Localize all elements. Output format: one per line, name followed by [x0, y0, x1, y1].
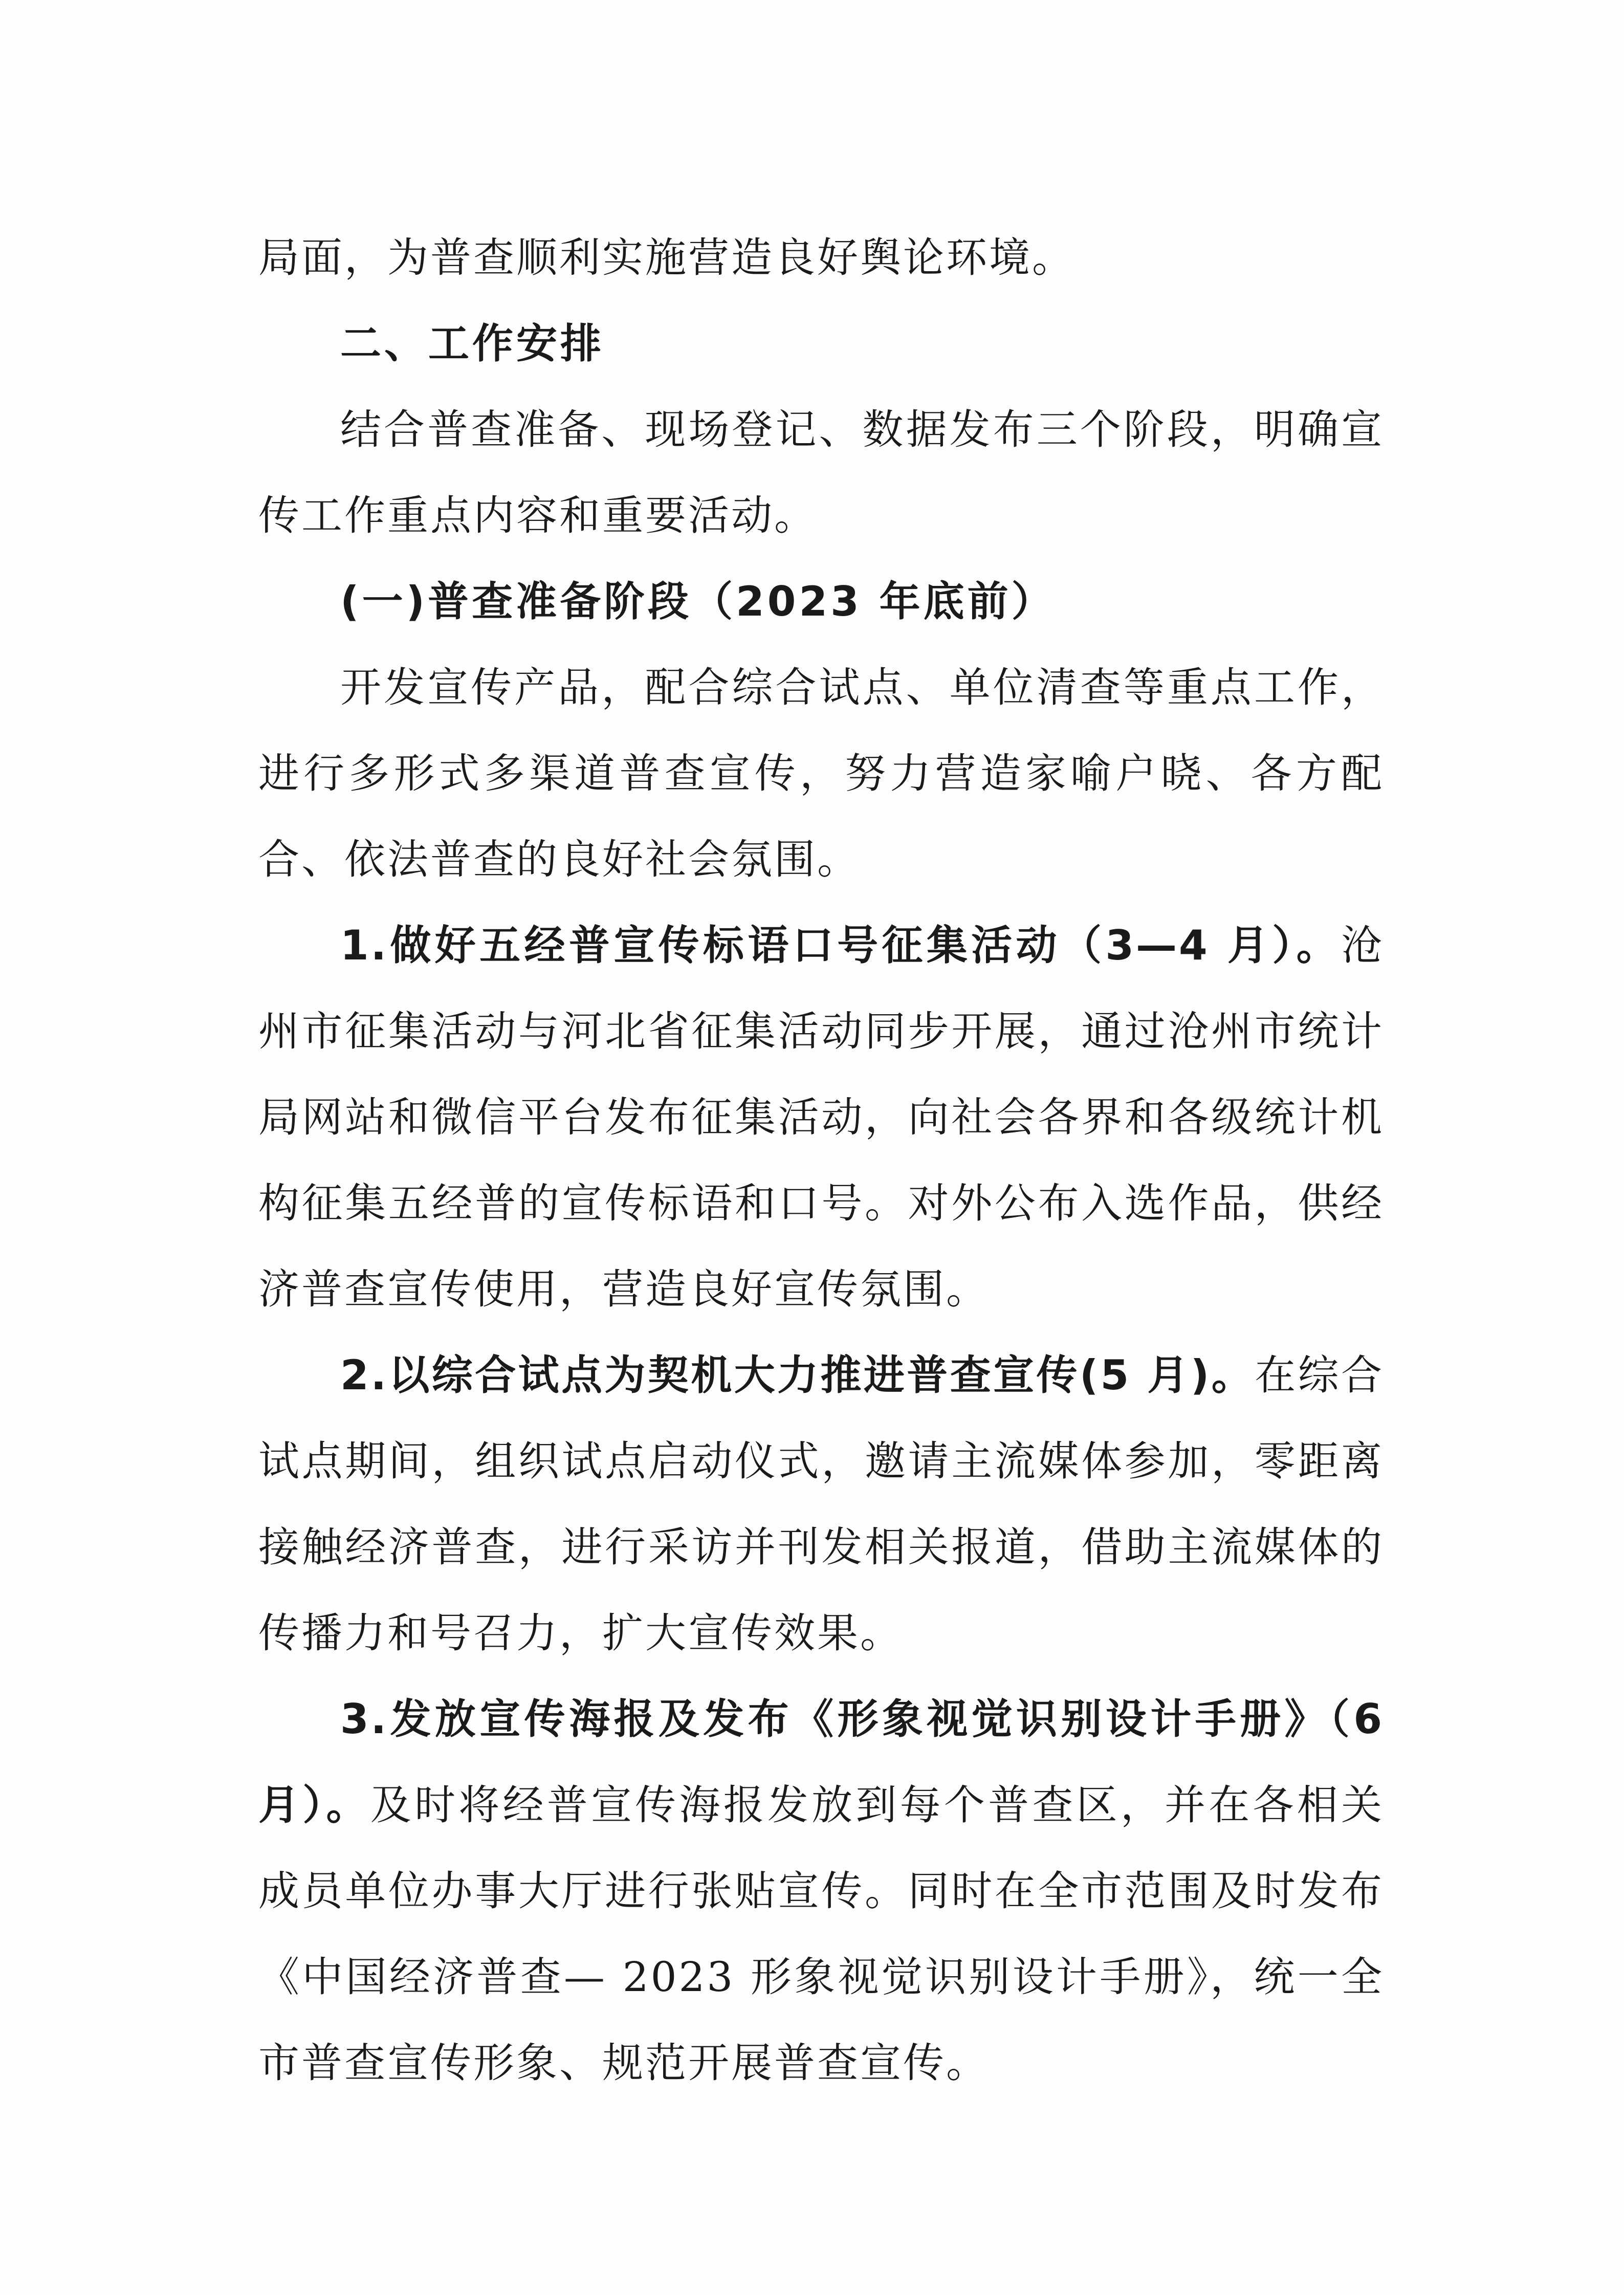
item-3 — [258, 1676, 1384, 2106]
item-2-body: 在综合试点期间，组织试点启动仪式，邀请主流媒体参加，零距离接触经济普查，进行采访并刊发相关报道，借助主流媒体的传播力和号召力，扩大宣传效果。 — [258, 1351, 1384, 1657]
paragraph-continuation: 局面，为普查顺利实施营造良好舆论环境。 — [258, 234, 1075, 281]
item-1-body: 沧州市征集活动与河北省征集活动同步开展，通过沧州市统计局网站和微信平台发布征集活动，向社会各界和各级统计机构征集五经普的宣传标语和口号。对外公布入选作品，供经济普查宣传使用，营造良好宣传氛围。 — [258, 922, 1384, 1313]
item-3-title: 3.发放宣传海报及发布《形象视觉识别设计手册》（6 月）。 — [258, 1695, 1384, 1829]
section-heading-work-arrangement: 二、工作安排 — [340, 320, 604, 367]
paragraph-preparation: 开发宣传产品，配合综合试点、单位清查等重点工作，进行多形式多渠道普查宣传，努力营造家喻户晓、各方配合、依法普查的良好社会氛围。 — [258, 664, 1384, 883]
item-1-title: 1.做好五经普宣传标语口号征集活动（3—4 月）。 — [340, 922, 1341, 969]
paragraph-intro: 结合普查准备、现场登记、数据发布三个阶段，明确宣传工作重点内容和重要活动。 — [258, 406, 1384, 539]
subsection-heading-preparation: (一)普查准备阶段（2023 年底前） — [340, 578, 1056, 625]
item-3-body: 及时将经普宣传海报发放到每个普查区，并在各相关成员单位办事大厅进行张贴宣传。同时在全市范围及时发布《中国经济普查— 2023 形象视觉识别设计手册》，统一全市普查宣传形象、规范开展普查宣传。 — [258, 1781, 1385, 2087]
item-2-title: 2.以综合试点为契机大力推进普查宣传(5 月)。 — [340, 1351, 1255, 1399]
item-1 — [258, 903, 1384, 1332]
item-2 — [258, 1332, 1384, 1676]
document-body — [258, 215, 1384, 2106]
